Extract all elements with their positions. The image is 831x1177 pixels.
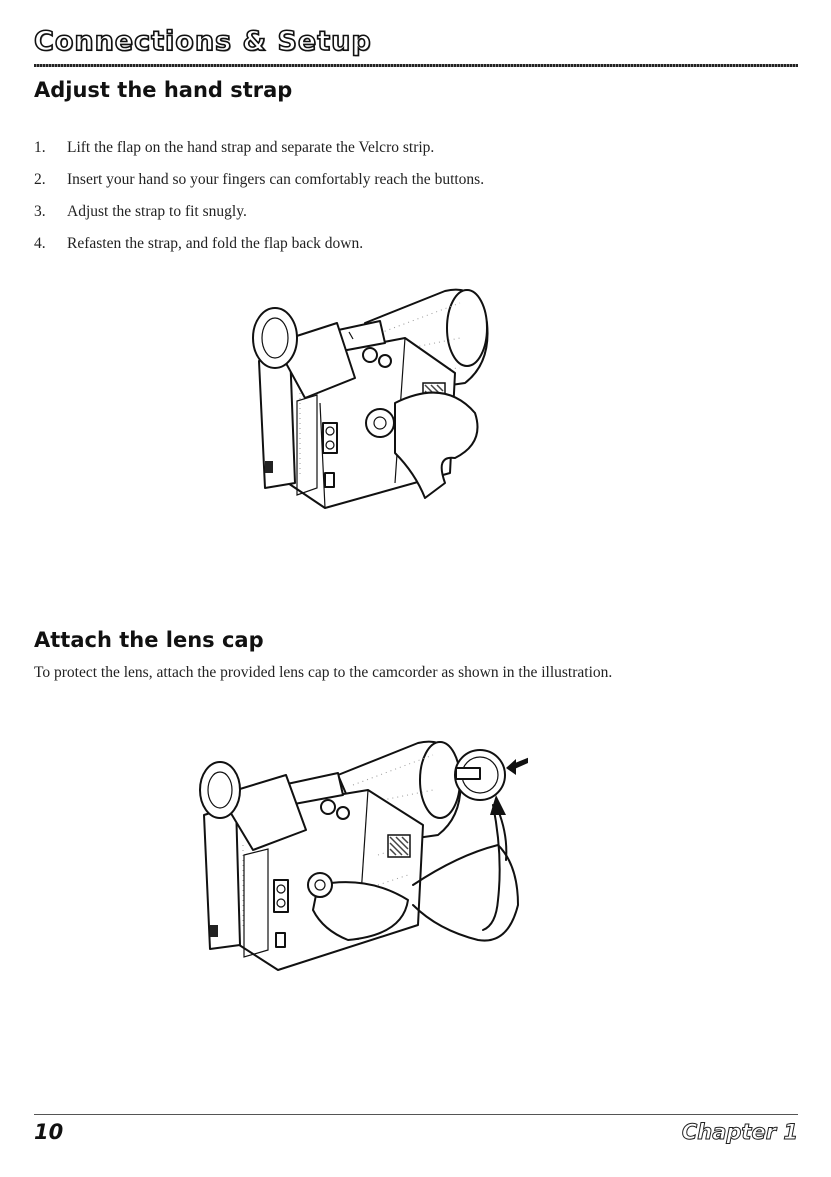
header-rule xyxy=(34,64,798,67)
step-item xyxy=(34,171,484,203)
step-number: 2. xyxy=(34,171,46,188)
step-text: Refasten the strap, and fold the flap back down. xyxy=(67,235,364,252)
hand-strap-steps xyxy=(34,139,484,267)
step-text: Lift the flap on the hand strap and separate the Velcro strip. xyxy=(67,139,435,156)
step-item xyxy=(34,203,484,235)
step-item xyxy=(34,235,484,267)
page-header-title: Connections & Setup xyxy=(34,26,372,57)
page-header xyxy=(34,26,798,58)
page-number: 10 xyxy=(34,1120,64,1144)
step-number: 1. xyxy=(34,139,46,156)
camcorder-lens-cap-illustration xyxy=(198,735,528,975)
section-heading-lens-cap: Attach the lens cap xyxy=(34,628,264,652)
step-item xyxy=(34,139,484,171)
camcorder-hand-strap-illustration xyxy=(245,283,495,513)
footer-rule xyxy=(34,1114,798,1115)
lens-cap-paragraph: To protect the lens, attach the provided lens cap to the camcorder as shown in the illustration. xyxy=(34,664,613,681)
step-text: Insert your hand so your fingers can comfortably reach the buttons. xyxy=(67,171,485,188)
step-text: Adjust the strap to fit snugly. xyxy=(67,203,247,220)
chapter-label: Chapter 1 xyxy=(681,1120,798,1144)
section-heading-hand-strap: Adjust the hand strap xyxy=(34,78,293,102)
step-number: 3. xyxy=(34,203,46,220)
step-number: 4. xyxy=(34,235,46,252)
